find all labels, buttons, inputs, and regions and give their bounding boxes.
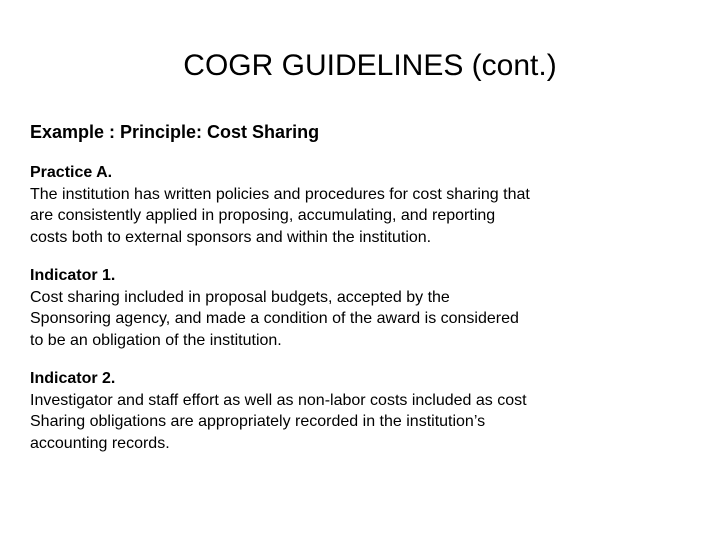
indicator-1-line-2: Sponsoring agency, and made a condition of the award is considered bbox=[30, 310, 519, 327]
indicator-2-line-3: accounting records. bbox=[30, 434, 170, 452]
practice-a-section bbox=[30, 162, 600, 248]
slide-title: COGR GUIDELINES (cont.) bbox=[183, 49, 557, 82]
indicator-2-heading: Indicator 2. bbox=[30, 370, 116, 387]
practice-a-heading: Practice A. bbox=[30, 164, 113, 181]
indicator-2-line-2: Sharing obligations are appropriately recorded in the institution’s bbox=[30, 413, 486, 430]
indicator-1-section bbox=[30, 265, 600, 351]
indicator-2-section bbox=[30, 368, 600, 454]
indicator-1-heading: Indicator 1. bbox=[30, 267, 116, 284]
practice-a-line-3: costs both to external sponsors and within the institution. bbox=[30, 228, 432, 246]
slide-subtitle: Example : Principle: Cost Sharing bbox=[30, 122, 320, 142]
indicator-1-line-1: Cost sharing included in proposal budgets, accepted by the bbox=[30, 288, 450, 306]
indicator-2-line-1: Investigator and staff effort as well as non-labor costs included as cost bbox=[30, 391, 527, 409]
practice-a-line-1: The institution has written policies and procedures for cost sharing that bbox=[30, 185, 530, 203]
indicator-1-line-3: to be an obligation of the institution. bbox=[30, 331, 282, 349]
practice-a-line-2: are consistently applied in proposing, accumulating, and reporting bbox=[30, 207, 496, 224]
